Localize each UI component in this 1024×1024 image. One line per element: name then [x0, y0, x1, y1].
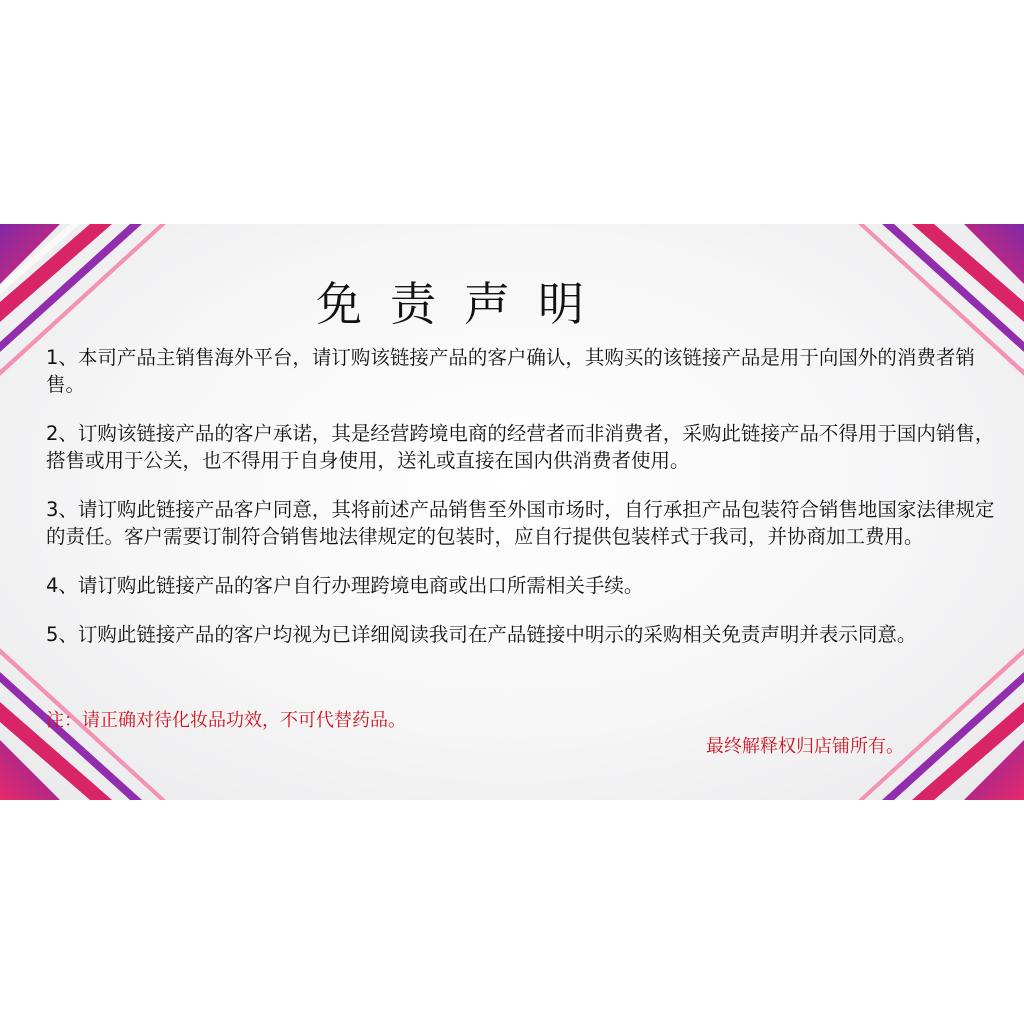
disclaimer-items [46, 344, 996, 670]
disclaimer-item-2: 2、订购该链接产品的客户承诺，其是经营跨境电商的经营者而非消费者，采购此链接产品不得用于国内销售，搭售或用于公关，也不得用于自身使用，送礼或直接在国内供消费者使用。 [46, 422, 995, 472]
disclaimer-item-4: 4、请订购此链接产品的客户自行办理跨境电商或出口所需相关手续。 [46, 574, 644, 597]
disclaimer-item-5: 5、订购此链接产品的客户均视为已详细阅读我司在产品链接中明示的采购相关免责声明并表示同意。 [46, 623, 917, 646]
disclaimer-title: 免责声明 [316, 277, 612, 331]
disclaimer-item-1: 1、本司产品主销售海外平台，请订购该链接产品的客户确认，其购买的该链接产品是用于向国外的消费者销售。 [46, 346, 975, 396]
bottom-right-stripes [858, 648, 1024, 800]
disclaimer-banner [0, 224, 1024, 800]
final-interpretation-footer: 最终解释权归店铺所有。 [706, 736, 904, 757]
cosmetics-note: 注：请正确对待化妆品功效，不可代替药品。 [46, 710, 406, 731]
disclaimer-item-3: 3、请订购此链接产品客户同意，其将前述产品销售至外国市场时，自行承担产品包装符合销售地国家法律规定的责任。客户需要订制符合销售地法律规定的包装时，应自行提供包装样式于我司，并协商加工费用。 [46, 498, 995, 548]
